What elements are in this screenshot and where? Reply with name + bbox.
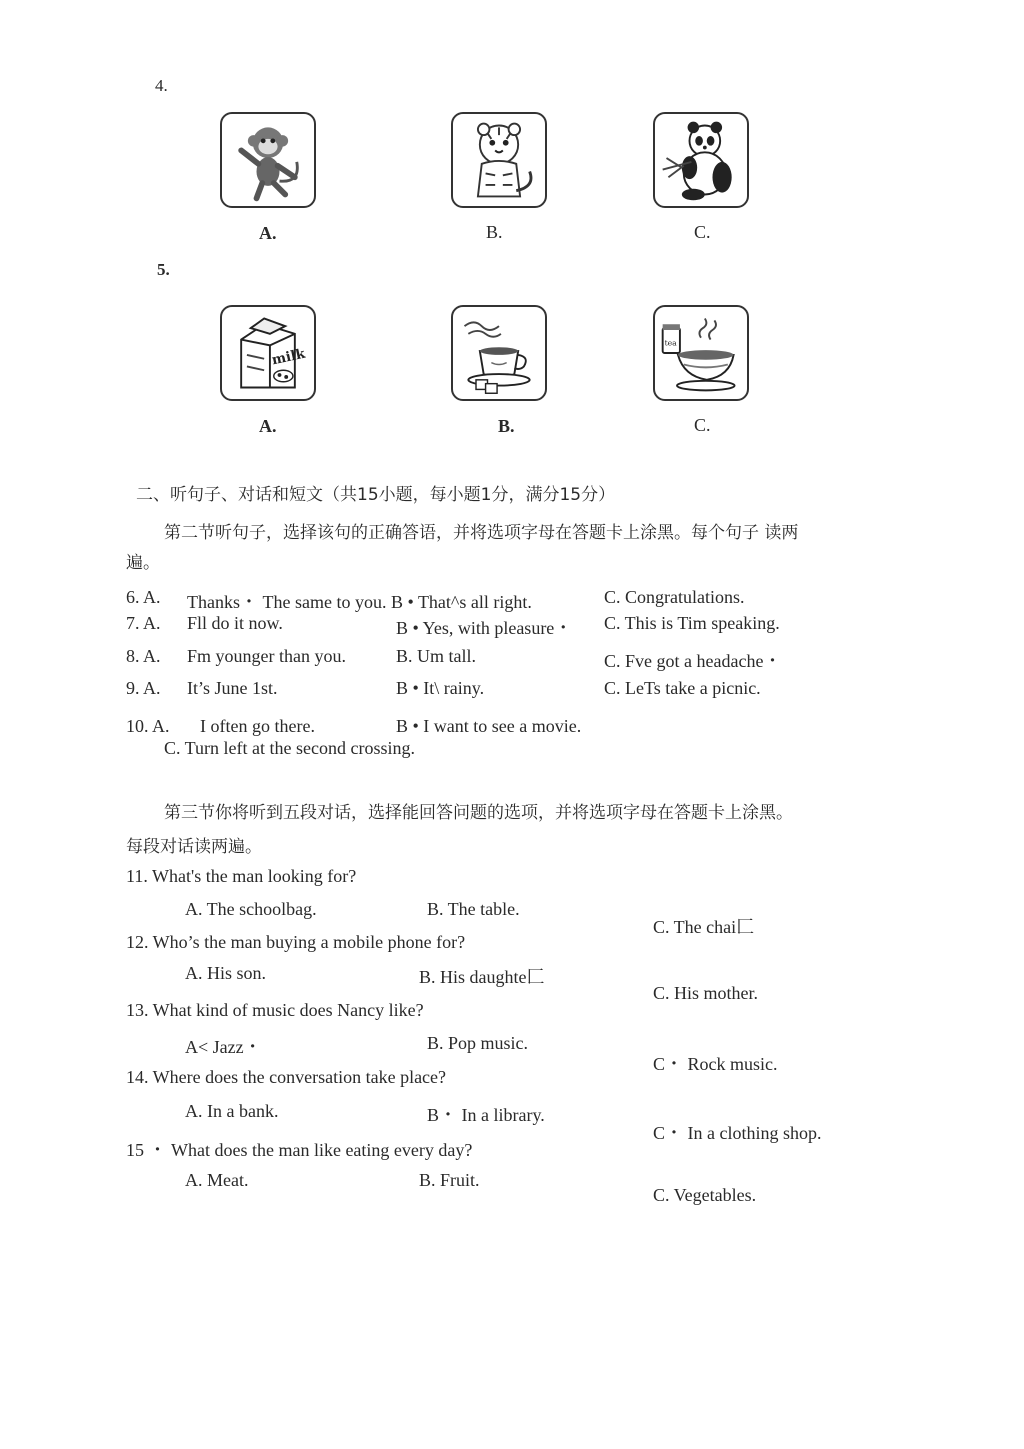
q15-question: 15 ・ What does the man like eating every day? [126, 1140, 473, 1160]
q10-option-b[interactable]: B • I want to see a movie. [396, 716, 582, 736]
option-5c-picture[interactable] [653, 305, 749, 401]
panda-icon [655, 114, 747, 206]
option-5b-picture[interactable] [451, 305, 547, 401]
q7-option-a[interactable]: Fll do it now. [187, 613, 283, 633]
q14-option-c[interactable]: C・ In a clothing shop. [653, 1123, 822, 1143]
q14-option-b[interactable]: B・ In a library. [427, 1105, 545, 1125]
option-4c-label: C. [694, 222, 711, 242]
option-4c-picture[interactable] [653, 112, 749, 208]
q8-option-b[interactable]: B. Um tall. [396, 646, 476, 666]
q8-option-a[interactable]: Fm younger than you. [187, 646, 346, 666]
option-5c-label: C. [694, 415, 711, 435]
q8-option-c[interactable]: C. Fve got a headache・ [604, 651, 782, 671]
q9-number: 9. A. [126, 678, 161, 698]
q14-question: 14. Where does the conversation take place? [126, 1067, 447, 1087]
q10-number: 10. A. [126, 716, 170, 736]
coffee-cup-icon [453, 307, 545, 399]
option-4a-picture[interactable] [220, 112, 316, 208]
q7-option-b[interactable]: B • Yes, with pleasure・ [396, 618, 573, 638]
svg-text:tea: tea [664, 338, 677, 348]
q12-option-c[interactable]: C. His mother. [653, 983, 759, 1003]
q6-number: 6. A. [126, 587, 161, 607]
question-5-number: 5. [157, 260, 170, 279]
q13-option-b[interactable]: B. Pop music. [427, 1033, 529, 1053]
option-4b-label: B. [486, 222, 503, 242]
part-2-instruction-line-2: 遍。 [126, 553, 160, 573]
tea-bowl-icon [655, 307, 747, 399]
q9-option-c[interactable]: C. LeTs take a picnic. [604, 678, 761, 698]
q7-number: 7. A. [126, 613, 161, 633]
section-2-heading: 二、听句子、对话和短文（共15小题，每小题1分，满分15分） [136, 485, 616, 505]
q10-option-c[interactable]: C. Turn left at the second crossing. [164, 738, 415, 758]
q10-option-a[interactable]: I often go there. [200, 716, 315, 736]
q13-question: 13. What kind of music does Nancy like? [126, 1000, 424, 1020]
q12-option-b[interactable]: B. His daughte匚 [419, 967, 545, 987]
q15-option-b[interactable]: B. Fruit. [419, 1170, 480, 1190]
q13-option-a[interactable]: A< Jazz・ [185, 1037, 262, 1057]
q11-question: 11. What's the man looking for? [126, 866, 357, 886]
q8-number: 8. A. [126, 646, 161, 666]
q13-option-c[interactable]: C・ Rock music. [653, 1054, 778, 1074]
option-5b-label: B. [498, 416, 515, 436]
svg-text:milk: milk [270, 345, 307, 369]
q15-option-c[interactable]: C. Vegetables. [653, 1185, 757, 1205]
q11-option-c[interactable]: C. The chai匚 [653, 917, 755, 937]
question-4-number: 4. [155, 76, 168, 95]
option-5a-picture[interactable] [220, 305, 316, 401]
tiger-icon [453, 114, 545, 206]
q6-option-a[interactable]: Thanks・ The same to you. B • That^s all right. [187, 592, 532, 612]
option-4b-picture[interactable] [451, 112, 547, 208]
q11-option-a[interactable]: A. The schoolbag. [185, 899, 317, 919]
q6-option-c[interactable]: C. Congratulations. [604, 587, 745, 607]
q14-option-a[interactable]: A. In a bank. [185, 1101, 279, 1121]
monkey-icon [222, 114, 314, 206]
part-3-instruction-line-2: 每段对话读两遍。 [126, 837, 262, 857]
option-4a-label: A. [259, 223, 277, 243]
option-5a-label: A. [259, 416, 277, 436]
q12-option-a[interactable]: A. His son. [185, 963, 267, 983]
milk-carton-icon [222, 307, 314, 399]
q11-option-b[interactable]: B. The table. [427, 899, 520, 919]
q15-option-a[interactable]: A. Meat. [185, 1170, 249, 1190]
q9-option-b[interactable]: B • It\ rainy. [396, 678, 485, 698]
q9-option-a[interactable]: It’s June 1st. [187, 678, 278, 698]
part-2-instruction-line-1: 第二节听句子，选择该句的正确答语，并将选项字母在答题卡上涂黑。每个句子 读两 [164, 523, 799, 543]
q12-question: 12. Who’s the man buying a mobile phone for? [126, 932, 466, 952]
q7-option-c[interactable]: C. This is Tim speaking. [604, 613, 780, 633]
part-3-instruction-line-1: 第三节你将听到五段对话，选择能回答问题的选项，并将选项字母在答题卡上涂黑。 [164, 803, 793, 823]
